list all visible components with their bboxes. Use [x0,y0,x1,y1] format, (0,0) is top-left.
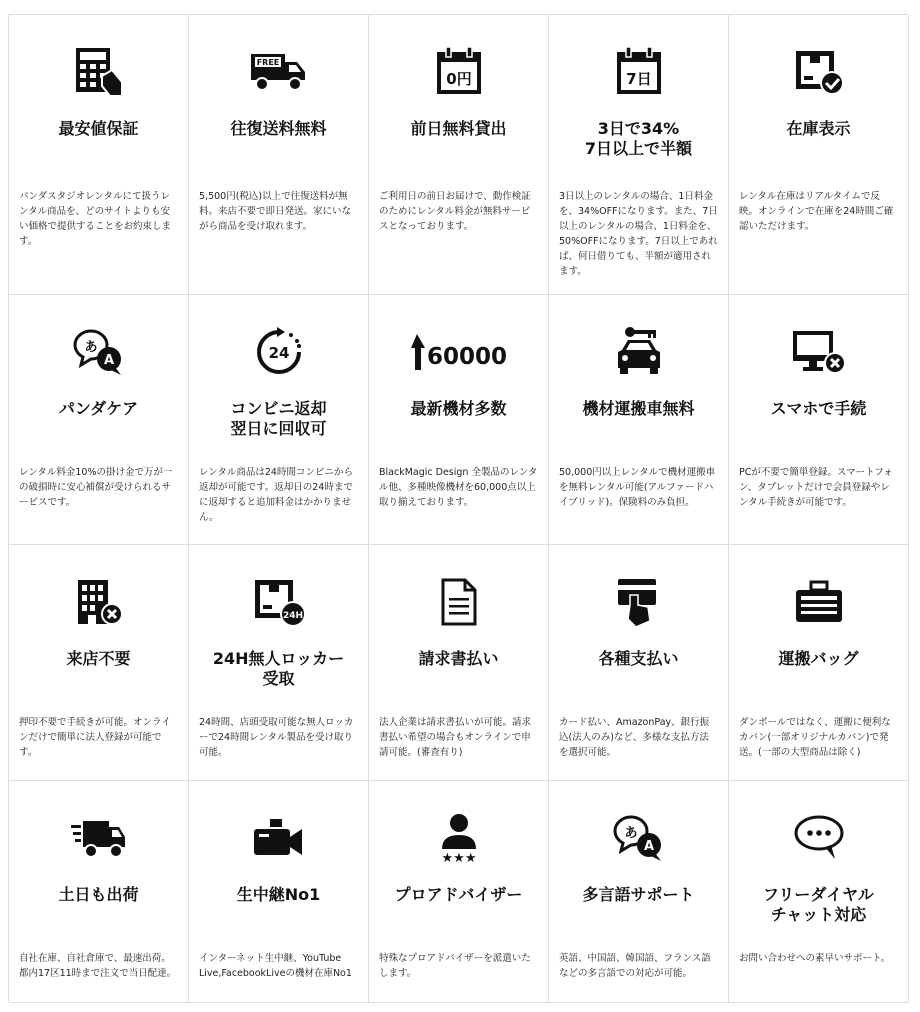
feature-title: 前日無料貸出 [410,119,507,138]
feature-title: 土日も出荷 [58,885,139,904]
feature-description: 特殊なプロアドバイザーを派遣いたします。 [379,953,531,979]
car-key-icon [549,325,728,379]
feature-card [549,15,729,295]
bubble-label: あ [623,826,638,841]
multilingual-icon [549,811,728,865]
chat-bubble-icon [729,811,908,865]
feature-description: インターネット生中継、YouTube Live,FacebookLiveの機材在庫No1 [199,953,352,979]
feature-description: ご利用日の前日お届けで、動作検証のためにレンタル料金が無料サービスとなっております。 [379,191,531,232]
feature-description: お問い合わせへの素早いサポート。 [739,953,891,964]
feature-card [369,781,549,1003]
feature-card [549,781,729,1003]
feature-title: 請求書払い [418,649,499,668]
video-camera-icon [189,811,368,865]
feature-card [9,295,189,545]
feature-title: 多言語サポート [582,885,695,904]
feature-description: 24時間、店頭受取可能な無人ロッカーで24時間レンタル製品を受け取り可能。 [199,717,354,758]
fast-truck-icon [9,811,188,865]
feature-title: フリーダイヤル チャット対応 [763,885,874,924]
panda-care-icon [9,325,188,379]
feature-card [729,295,909,545]
calendar-label: 0円 [445,70,472,88]
feature-description: カード払い、AmazonPay、銀行振込(法人のみ)など、多様な支払方法を選択可能。 [559,717,710,758]
feature-title: スマホで手続 [770,399,867,418]
calendar-label: 7日 [625,70,652,88]
truck-label: FREE [256,58,279,67]
feature-card [9,781,189,1003]
calculator-icon [9,45,188,99]
feature-description: パンダスタジオレンタルにて扱うレンタル商品を、どのサイトよりも安い価格で提供することをお約束します。 [19,191,172,247]
feature-title: 機材運搬車無料 [582,399,695,418]
feature-description: 50,000円以上レンタルで機材運搬車を無料レンタル可能(アルファードハイブリッド)。保険料のみ負担。 [559,467,716,508]
feature-description: PCが不要で簡単登録。スマートフォン、タブレットだけで会員登録やレンタル手続きが可能です。 [739,467,893,508]
stock-check-icon [729,45,908,99]
feature-card [189,295,369,545]
feature-card [9,545,189,781]
feature-card [549,545,729,781]
calendar-zero-icon [369,45,548,99]
feature-description: BlackMagic Design 全製品のレンタル他、多種映像機材を60,000点以上取り揃えております。 [379,467,538,508]
free-truck-icon [189,45,368,99]
feature-description: ダンボールではなく、運搬に便利なカバン(一部オリジナルカバン)で発送。(一部の大型商品は除く) [739,717,891,758]
feature-title: 運搬バッグ [778,649,859,668]
feature-title: 往復送料無料 [230,119,327,138]
briefcase-icon [729,575,908,629]
bubble-label: あ [83,340,98,355]
bubble-label: A [103,353,114,368]
feature-title: 最安値保証 [58,119,139,138]
feature-description: レンタル商品は24時間コンビニから返却が可能です。返却日の24時までに返却すると追加料金はかかりません。 [199,467,353,523]
feature-card [369,545,549,781]
feature-card [369,295,549,545]
feature-card [729,15,909,295]
feature-title: コンビニ返却 翌日に回収可 [230,399,327,438]
feature-title: プロアドバイザー [394,885,523,904]
advisor-stars-icon [369,811,548,865]
feature-title: 来店不要 [66,649,131,668]
feature-title: 各種支払い [598,649,679,668]
locker-24h-icon [189,575,368,629]
feature-description: 英語、中国語、韓国語、フランス語などの多言語での対応が可能。 [559,953,711,979]
calendar-seven-icon [549,45,728,99]
feature-description: 自社在庫、自社倉庫で、最速出荷。都内17区11時まで注文で当日配達。 [19,953,177,979]
feature-card [189,545,369,781]
feature-card [189,781,369,1003]
bubble-label: A [643,839,654,854]
feature-title: 最新機材多数 [410,399,507,418]
feature-title: 3日で34% 7日以上で半額 [584,119,693,158]
monitor-cancel-icon [729,325,908,379]
feature-description: 3日以上のレンタルの場合、1日料金を、34%OFFになります。また、7日以上のレンタルの場合、1日料金を、50%OFFになります。7日以上であれば、何日借りても、半額が適用されます。 [559,191,718,277]
feature-description: 押印不要で手続きが可能。オンラインだけで簡単に法人登録が可能です。 [19,717,171,758]
feature-card [729,545,909,781]
locker-label: 24H [282,611,303,621]
feature-title: 24H無人ロッカー 受取 [212,649,345,688]
feature-card [189,15,369,295]
building-cancel-icon [9,575,188,629]
clock-label: 24 [268,344,289,362]
card-payment-icon [549,575,728,629]
feature-card [549,295,729,545]
feature-description: 5,500円(税込)以上で往復送料が無料。来店不要で即日発送。家にいながら商品を受け取れます。 [199,191,352,232]
feature-card [369,15,549,295]
24h-return-icon [189,325,368,379]
feature-card [9,15,189,295]
features-grid [8,14,908,1002]
count-label: 60000 [426,344,507,370]
feature-description: 法人企業は請求書払いが可能。請求書払い希望の場合もオンラインで申請可能。(審査有り) [379,717,532,758]
feature-title: 生中継No1 [236,885,321,904]
feature-description: レンタル料金10%の掛け金で万が一の破損時に安心補償が受けられるサービスです。 [19,467,173,508]
feature-title: 在庫表示 [786,119,851,138]
feature-card [729,781,909,1003]
invoice-document-icon [369,575,548,629]
feature-title: パンダケア [58,399,139,418]
feature-description: レンタル在庫はリアルタイムで反映。オンラインで在庫を24時間ご確認いただけます。 [739,191,894,232]
arrow-up-60000-icon [369,325,548,379]
svg-text:★★★: ★★★ [441,851,476,865]
